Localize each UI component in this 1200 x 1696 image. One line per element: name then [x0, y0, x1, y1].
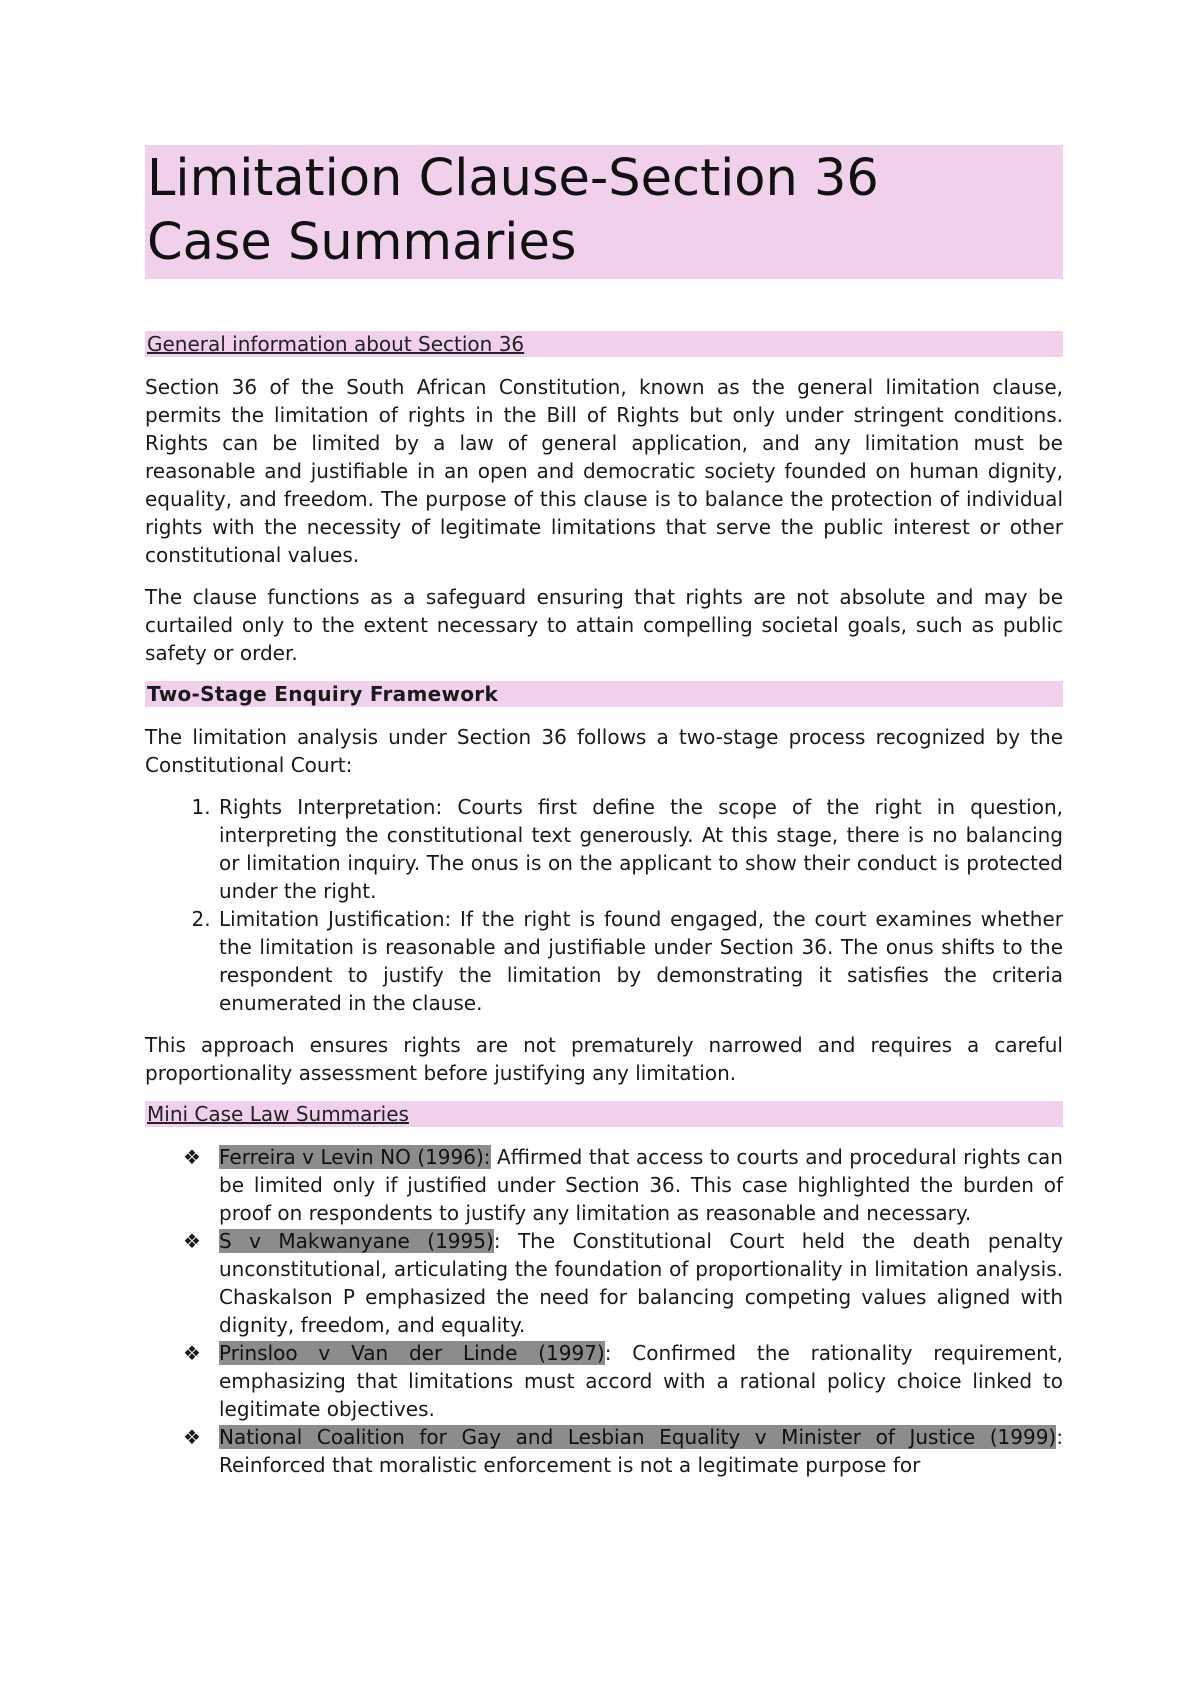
case-item	[145, 1227, 1063, 1339]
case-name-highlight: Prinsloo v Van der Linde (1997)	[219, 1341, 605, 1365]
case-law-heading: Mini Case Law Summaries	[145, 1101, 1063, 1127]
general-paragraph-1: Section 36 of the South African Constitution, known as the general limitation clause, permits the limitation of rights in the Bill of Rights but only under stringent conditions. Rights can be limited by a law of general application, and any limitation must be reasonable and justifiable in an open and democratic society founded on human dignity, equality, and freedom. The purpose of this clause is to balance the protection of individual rights with the necessity of legitimate limitations that serve the public interest or other constitutional values.	[145, 375, 1063, 567]
case-name-highlight: S v Makwanyane (1995)	[219, 1229, 494, 1253]
case-item	[145, 1339, 1063, 1423]
case-name-highlight: National Coalition for Gay and Lesbian Equality v Minister of Justice (1999)	[219, 1425, 1057, 1449]
case-list	[145, 1143, 1063, 1479]
case-summary: : Reinforced that moralistic enforcement is not a legitimate purpose for	[219, 1425, 1063, 1477]
framework-intro: The limitation analysis under Section 36 follows a two-stage process recognized by the Constitutional Court:	[145, 725, 1063, 777]
document-body	[145, 145, 1063, 1479]
framework-steps-list	[145, 793, 1063, 1017]
case-item	[145, 1143, 1063, 1227]
diamond-bullet-icon: ❖	[183, 1341, 201, 1365]
framework-heading: Two-Stage Enquiry Framework	[145, 681, 1063, 707]
case-summary: : The Constitutional Court held the death penalty unconstitutional, articulating the foundation of proportionality in limitation analysis. Chaskalson P emphasized the need for balancing competing values aligned with dignity, freedom, and equality.	[219, 1229, 1063, 1337]
general-info-heading: General information about Section 36	[145, 331, 1063, 357]
framework-step: 1. Rights Interpretation: Courts first define the scope of the right in question, interpreting the constitutional text generously. At this stage, there is no balancing or limitation inquiry. The onus is on the applicant to show their conduct is protected under the right.	[217, 793, 1063, 905]
title-line-1: Limitation Clause-Section 36	[147, 149, 879, 208]
title-block	[145, 145, 1063, 279]
diamond-bullet-icon: ❖	[183, 1145, 201, 1169]
diamond-bullet-icon: ❖	[183, 1425, 201, 1449]
framework-step: 2. Limitation Justification: If the right is found engaged, the court examines whether the limitation is reasonable and justifiable under Section 36. The onus shifts to the respondent to justify the limitation by demonstrating it satisfies the criteria enumerated in the clause.	[217, 905, 1063, 1017]
title-line-2: Case Summaries	[147, 213, 577, 272]
case-item	[145, 1423, 1063, 1479]
case-summary: Affirmed that access to courts and procedural rights can be limited only if justified under Section 36. This case highlighted the burden of proof on respondents to justify any limitation as reasonable and necessary.	[219, 1145, 1063, 1225]
framework-conclusion: This approach ensures rights are not prematurely narrowed and requires a careful proportionality assessment before justifying any limitation.	[145, 1033, 1063, 1085]
case-name-highlight: Ferreira v Levin NO (1996):	[219, 1145, 491, 1169]
general-paragraph-2: The clause functions as a safeguard ensuring that rights are not absolute and may be curtailed only to the extent necessary to attain compelling societal goals, such as public safety or order.	[145, 585, 1063, 665]
case-summary: : Confirmed the rationality requirement, emphasizing that limitations must accord with a rational policy choice linked to legitimate objectives.	[219, 1341, 1063, 1421]
diamond-bullet-icon: ❖	[183, 1229, 201, 1253]
document-title	[147, 147, 1061, 275]
